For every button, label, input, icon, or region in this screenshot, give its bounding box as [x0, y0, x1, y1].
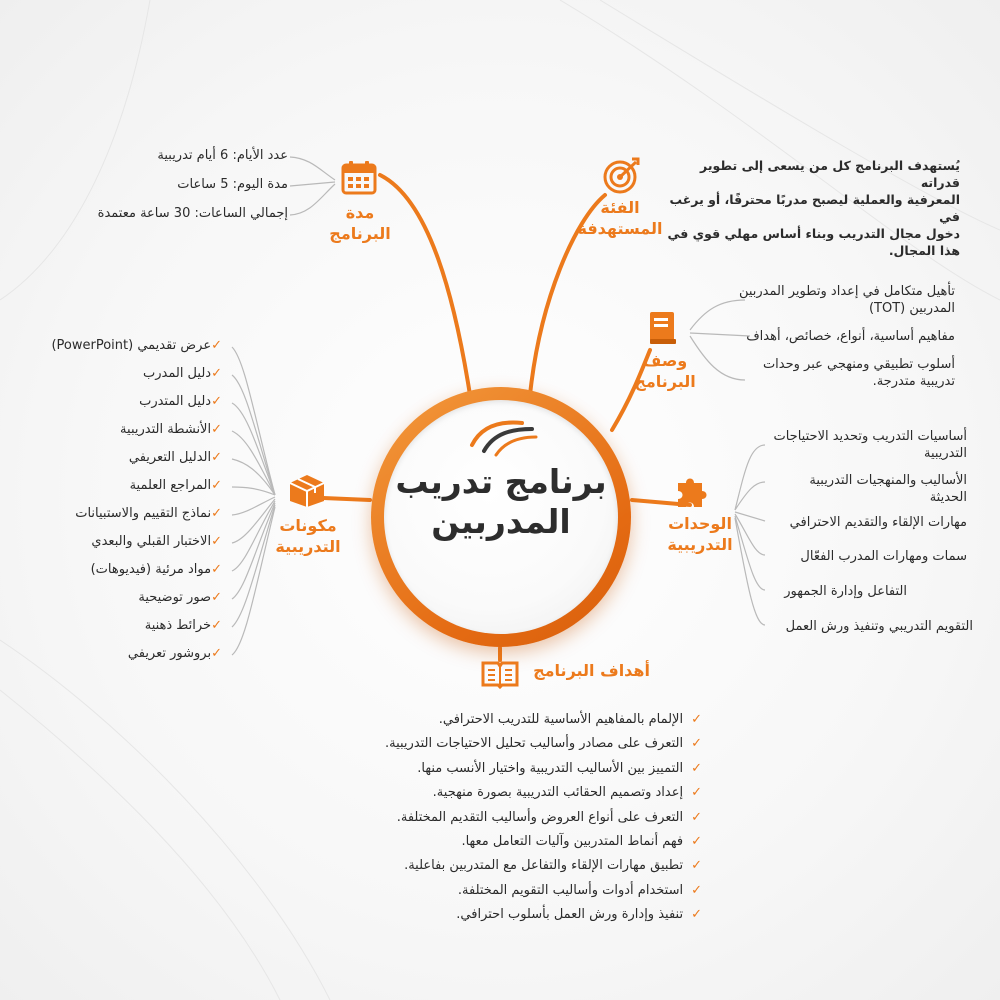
components-item: [91, 562, 228, 577]
objective-item-label: فهم أنماط المتدربين وآليات التعامل معها.: [461, 834, 684, 849]
components-item-label: خرائط ذهنية: [144, 618, 212, 633]
components-item: [120, 422, 228, 437]
puzzle-icon: [674, 473, 710, 509]
objective-item-label: تنفيذ وإدارة ورش العمل بأسلوب احترافي.: [456, 907, 684, 923]
duration-title-line1: مدة: [345, 203, 375, 222]
check-icon: ✓: [211, 562, 222, 577]
open-book-icon: [480, 659, 520, 689]
components-item-label: المراجع العلمية: [129, 478, 212, 493]
units-item-2-line2: الحديثة: [929, 490, 967, 505]
objective-item: [404, 858, 702, 873]
units-item-1: [745, 428, 967, 462]
check-icon: ✓: [691, 712, 702, 727]
objective-item: [433, 785, 702, 800]
duration-title: [310, 202, 410, 244]
description-title-line1: وصف: [642, 351, 688, 370]
center-title: [384, 462, 618, 542]
book-icon: [648, 310, 678, 346]
description-item-1: [700, 283, 955, 317]
check-icon: ✓: [691, 809, 702, 825]
check-icon: ✓: [211, 394, 222, 409]
units-item-5-line1: التفاعل وإدارة الجمهور: [784, 584, 907, 599]
box-icon: [287, 473, 327, 509]
target-description: [660, 157, 960, 259]
objective-item-label: تطبيق مهارات الإلقاء والتفاعل مع المتدربين بفاعلية.: [404, 858, 684, 874]
objective-item-label: التمييز بين الأساليب التدريبية واختيار الأنسب منها.: [417, 760, 684, 776]
objective-item-label: التعرف على أنواع العروض وأساليب التقديم المختلفة.: [396, 809, 684, 825]
check-icon: ✓: [211, 338, 222, 353]
target-icon: [602, 157, 642, 195]
components-item-label: الاختبار القبلي والبعدي: [91, 534, 212, 549]
target-line-4: هذا المجال.: [888, 243, 960, 258]
objective-item-label: الإلمام بالمفاهيم الأساسية للتدريب الاحترافي.: [438, 712, 684, 727]
description-item-3-line2: تدريبية متدرجة.: [872, 374, 955, 389]
center-title-line1: برنامج تدريب: [395, 462, 607, 501]
units-item-1-line2: التدريبية: [923, 446, 967, 461]
objective-item: [397, 810, 702, 825]
objective-item-label: استخدام أدوات وأساليب التقويم المختلفة.: [457, 882, 684, 898]
check-icon: ✓: [211, 366, 222, 381]
components-item: [143, 366, 228, 381]
units-title-line1: الوحدات: [668, 514, 732, 533]
center-title-line2: المدربين: [431, 502, 571, 541]
components-item-label: الدليل التعريفي: [128, 450, 212, 465]
components-item-label: بروشور تعريفي: [127, 646, 212, 661]
check-icon: ✓: [211, 646, 222, 661]
duration-title-line2: البرنامج: [329, 224, 391, 243]
check-icon: ✓: [691, 785, 702, 801]
components-item: [51, 338, 228, 353]
description-item-2-line1: مفاهيم أساسية، أنواع، خصائص، أهداف: [746, 329, 955, 344]
target-line-2: المعرفية والعملية ليصبح مدربًا محترفًا، أو يرغب في: [669, 192, 960, 224]
calendar-icon: [340, 160, 378, 196]
components-item: [75, 506, 228, 521]
target-title-line1: الفئة: [600, 198, 640, 217]
objective-item: [461, 834, 702, 849]
check-icon: ✓: [211, 478, 222, 493]
description-item-1-line1: تأهيل متكامل في إعداد وتطوير المدربين: [738, 284, 955, 299]
units-item-5: [745, 583, 907, 600]
check-icon: ✓: [691, 907, 702, 923]
objectives-title: أهداف البرنامج: [533, 661, 650, 680]
units-title: [650, 513, 750, 555]
components-item: [139, 394, 228, 409]
components-item-label: دليل المتدرب: [139, 394, 212, 409]
components-item: [128, 646, 228, 661]
components-item: [129, 450, 228, 465]
units-title-line2: التدريبية: [667, 535, 733, 554]
check-icon: ✓: [211, 618, 222, 633]
target-line-3: دخول مجال التدريب وبناء أساس مهلي قوي في: [667, 226, 960, 241]
objective-item: [417, 761, 702, 776]
components-item: [91, 534, 228, 549]
units-item-3: [745, 514, 967, 531]
units-item-6-line1: التقويم التدريبي وتنفيذ ورش العمل: [785, 619, 973, 634]
components-item: [130, 478, 228, 493]
components-title-line2: التدريبية: [275, 537, 341, 556]
components-item-label: مواد مرئية (فيديوهات): [90, 562, 212, 577]
units-item-4: [745, 548, 967, 565]
check-icon: ✓: [211, 534, 222, 549]
check-icon: ✓: [691, 760, 702, 776]
description-item-3-line1: أسلوب تطبيقي ومنهجي عبر وحدات: [762, 357, 955, 372]
duration-item-1: عدد الأيام: 6 أيام تدريبية: [157, 148, 288, 163]
check-icon: ✓: [691, 858, 702, 874]
objective-item: [385, 736, 702, 751]
components-item: [138, 590, 228, 605]
description-item-1-line2: المدربين (TOT): [868, 301, 955, 316]
check-icon: ✓: [211, 450, 222, 465]
target-line-1: يُستهدف البرنامج كل من يسعى إلى تطوير قدراته: [700, 158, 960, 190]
target-title-line2: المستهدفة: [577, 219, 663, 238]
objective-item: [456, 907, 702, 922]
check-icon: ✓: [211, 422, 222, 437]
components-item: [145, 618, 228, 633]
objective-item-label: إعداد وتصميم الحقائب التدريبية بصورة منهجية.: [432, 785, 684, 801]
units-item-2: [745, 472, 967, 506]
description-item-2: [700, 328, 955, 345]
components-title: [258, 515, 358, 557]
units-item-6: [745, 618, 973, 635]
brand-logo: [462, 415, 542, 459]
objective-item: [458, 883, 702, 898]
components-item-label: دليل المدرب: [143, 366, 212, 381]
duration-item-2: مدة اليوم: 5 ساعات: [177, 177, 288, 192]
objective-item-label: التعرف على مصادر وأساليب تحليل الاحتياجات التدريبية.: [384, 736, 684, 752]
units-item-2-line1: الأساليب والمنهجيات التدريبية: [809, 473, 967, 488]
description-item-3: [700, 356, 955, 390]
check-icon: ✓: [211, 506, 222, 521]
duration-item-3: إجمالي الساعات: 30 ساعة معتمدة: [97, 206, 288, 221]
components-item-label: عرض تقديمي (PowerPoint): [51, 338, 212, 353]
description-title: [620, 350, 710, 392]
check-icon: ✓: [211, 590, 222, 605]
objective-item: [439, 712, 702, 727]
components-item-label: صور توضيحية: [138, 590, 212, 605]
components-title-line1: مكونات: [279, 516, 337, 535]
check-icon: ✓: [691, 736, 702, 752]
components-item-label: نماذج التقييم والاستبيانات: [75, 506, 212, 521]
components-item-label: الأنشطة التدريبية: [120, 422, 212, 437]
check-icon: ✓: [691, 834, 702, 849]
units-item-3-line1: مهارات الإلقاء والتقديم الاحترافي: [789, 515, 967, 530]
check-icon: ✓: [691, 882, 702, 898]
units-item-4-line1: سمات ومهارات المدرب الفعّال: [800, 549, 967, 564]
description-title-line2: البرنامج: [634, 372, 696, 391]
units-item-1-line1: أساسيات التدريب وتحديد الاحتياجات: [773, 429, 967, 444]
